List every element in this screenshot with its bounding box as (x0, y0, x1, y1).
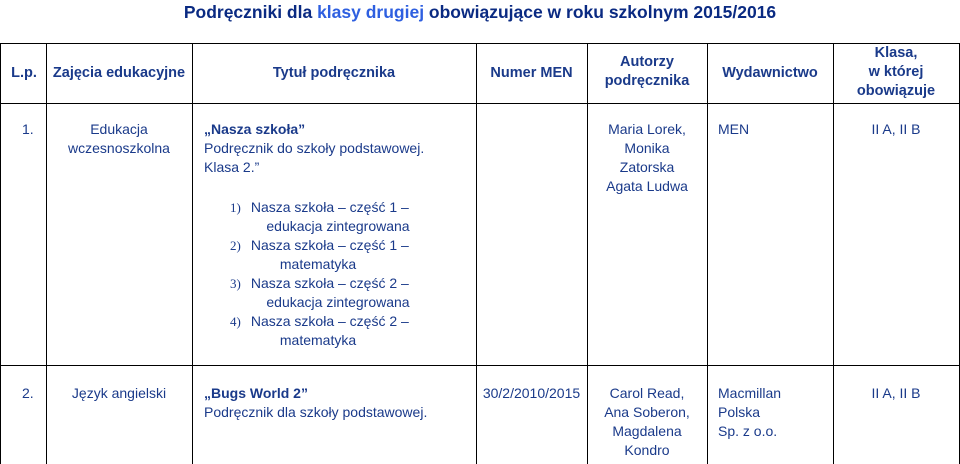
header-autorzy-line: Autorzy (620, 54, 674, 70)
row1-zajecia-line: Edukacja (90, 121, 148, 137)
table-left-border (0, 43, 1, 464)
header-klasa-line: obowiązuje (856, 83, 936, 99)
row1-zajecia (46, 120, 192, 158)
row1-wydawnictwo: MEN (718, 121, 750, 137)
header-autorzy (587, 53, 707, 91)
column-divider (707, 43, 708, 464)
header-zajecia: Zajęcia edukacyjne (52, 65, 186, 81)
row1-autorzy (587, 120, 707, 196)
author-line: Ana Soberon, (604, 404, 690, 420)
header-wydawnictwo: Wydawnictwo (722, 65, 818, 81)
row2-tytul-line: Podręcznik dla szkoły podstawowej. (204, 404, 428, 420)
author-line: Agata Ludwa (606, 178, 688, 194)
list-item: 2) Nasza szkoła – część 1 – (230, 237, 409, 253)
author-line: Magdalena (612, 423, 682, 439)
header-klasa-line: w której (868, 64, 924, 80)
header-lp: L.p. (11, 65, 37, 81)
row1-zajecia-line: wczesnoszkolna (68, 140, 170, 156)
row1-parts-list (230, 198, 476, 350)
publisher-line: Sp. z o.o. (718, 423, 778, 439)
row1-tytul-line: Klasa 2.” (204, 159, 260, 175)
list-item-line: matematyka (279, 332, 357, 348)
list-item: 4) Nasza szkoła – część 2 – (230, 313, 409, 329)
header-numer: Numer MEN (490, 65, 573, 81)
row1-klasa: II A, II B (871, 121, 921, 137)
row2-tytul-bold: „Bugs World 2” (204, 385, 308, 401)
row1-tytul-line: Podręcznik do szkoły podstawowej. (204, 140, 425, 156)
author-line: Kondro (624, 442, 670, 458)
publisher-line: Macmillan (718, 385, 782, 401)
list-item-line: edukacja zintegrowana (266, 294, 410, 310)
header-bottom-border (0, 103, 960, 104)
author-line: Carol Read, (609, 385, 685, 401)
header-klasa-line: Klasa, (874, 45, 918, 61)
row-divider (0, 365, 960, 366)
list-item-line: matematyka (279, 256, 357, 272)
row2-lp: 2. (22, 385, 34, 401)
header-autorzy-line: podręcznika (604, 73, 690, 89)
row1-tytul-bold: „Nasza szkoła” (204, 121, 306, 137)
row2-klasa: II A, II B (871, 385, 921, 401)
list-item: 1) Nasza szkoła – część 1 – (230, 199, 409, 215)
publisher-line: Polska (718, 404, 761, 420)
row2-autorzy (587, 384, 707, 460)
list-item: 3) Nasza szkoła – część 2 – (230, 275, 409, 291)
page-title: Podręczniki dla klasy drugiej obowiązujące w roku szkolnym 2015/2016 (183, 2, 777, 22)
row1-lp: 1. (22, 121, 34, 137)
header-tytul: Tytuł podręcznika (272, 65, 396, 81)
list-item-line: edukacja zintegrowana (266, 218, 410, 234)
row2-tytul (192, 384, 476, 422)
header-klasa (833, 44, 959, 101)
author-line: Maria Lorek, (608, 121, 686, 137)
row2-numer: 30/2/2010/2015 (482, 385, 581, 401)
row2-wydawnictwo (718, 384, 781, 441)
author-line: Zatorska (619, 159, 675, 175)
row2-zajecia: Język angielski (71, 385, 167, 401)
table-top-border (0, 43, 960, 44)
author-line: Monika (624, 140, 670, 156)
row1-tytul (192, 120, 476, 177)
